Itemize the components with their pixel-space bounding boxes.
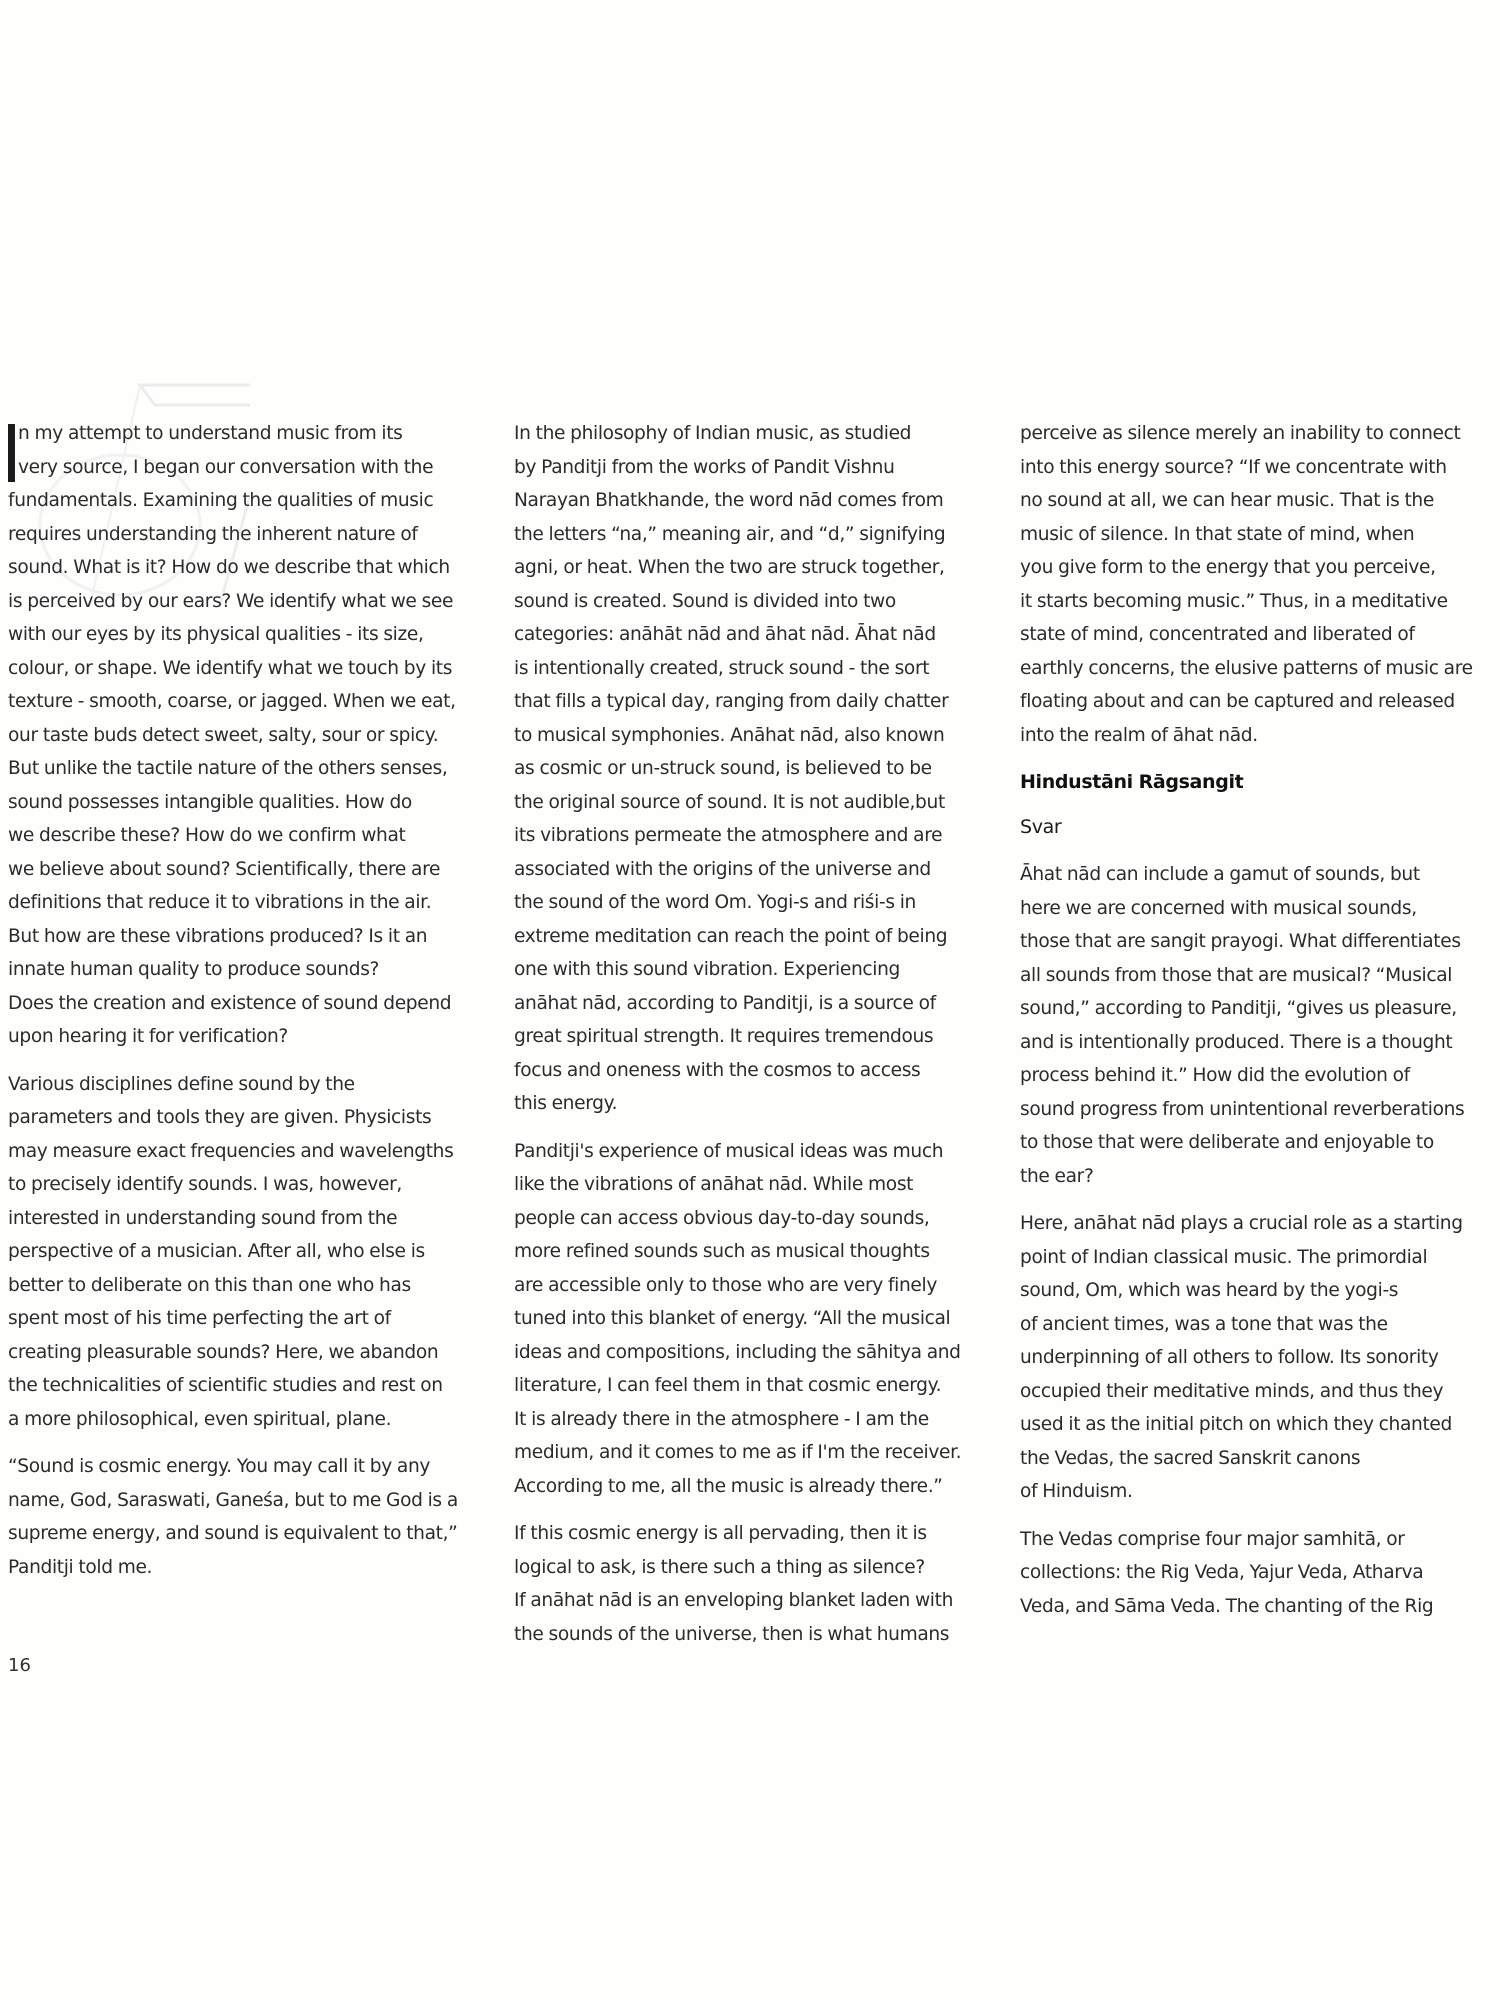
text-line: supreme energy, and sound is equivalent to that,”	[8, 1523, 458, 1544]
text-line: If anāhat nād is an enveloping blanket laden with	[514, 1590, 954, 1611]
paragraph-2	[1020, 1207, 1500, 1509]
text-line: the Vedas, the sacred Sanskrit canons	[1020, 1447, 1361, 1469]
paragraph-3	[1020, 1523, 1500, 1624]
text-line: the sound of the word Om. Yogi-s and riśi-s in	[514, 892, 916, 913]
text-line: people can access obvious day-to-day sounds,	[514, 1207, 930, 1229]
text-line: of ancient times, was a tone that was the	[1020, 1313, 1388, 1335]
text-line: Āhat nād can include a gamut of sounds, but	[1020, 864, 1420, 885]
text-line: underpinning of all others to follow. Its sonority	[1020, 1347, 1439, 1368]
text-line: But how are these vibrations produced? Is it an	[8, 925, 428, 947]
text-line: The Vedas comprise four major samhitā, or	[1020, 1528, 1405, 1550]
text-line: perspective of a musician. After all, who else is	[8, 1241, 425, 1262]
text-line: more refined sounds such as musical thoughts	[514, 1241, 930, 1262]
text-line: colour, or shape. We identify what we touch by its	[8, 657, 453, 679]
section-heading: Hindustāni Rāgsangit	[1020, 771, 1244, 793]
text-line: upon hearing it for verification?	[8, 1026, 288, 1047]
text-line: n my attempt to understand music from its	[18, 423, 403, 444]
text-line: process behind it.” How did the evolution of	[1020, 1065, 1410, 1086]
text-line: to precisely identify sounds. I was, however,	[8, 1174, 402, 1195]
text-line: If this cosmic energy is all pervading, then it is	[514, 1523, 927, 1544]
text-line: you give form to the energy that you perceive,	[1020, 557, 1436, 578]
text-line: tuned into this blanket of energy. “All the musical	[514, 1308, 951, 1329]
text-line: name, God, Saraswati, Ganeśa, but to me God is a	[8, 1489, 458, 1511]
text-line: here we are concerned with musical sounds,	[1020, 897, 1417, 919]
text-line: into the realm of āhat nād.	[1020, 724, 1258, 746]
text-line: all sounds from those that are musical? “Musical	[1020, 964, 1453, 986]
paragraph-1	[1020, 858, 1500, 1193]
text-line: to musical symphonies. Anāhat nād, also known	[514, 724, 945, 746]
text-line: Panditji's experience of musical ideas was much	[514, 1140, 944, 1162]
text-line: point of Indian classical music. The primordial	[1020, 1246, 1428, 1268]
text-line: we describe these? How do we confirm what	[8, 825, 406, 846]
text-line: Here, anāhat nād plays a crucial role as a starting	[1020, 1213, 1463, 1234]
text-line: sound,” according to Panditji, “gives us pleasure,	[1020, 998, 1457, 1019]
text-line: earthly concerns, the elusive patterns of music are	[1020, 657, 1473, 679]
text-line: state of mind, concentrated and liberated of	[1020, 624, 1415, 645]
text-line: to those that were deliberate and enjoyable to	[1020, 1132, 1434, 1153]
text-line: Narayan Bhatkhande, the word nād comes from	[514, 490, 944, 511]
text-line: is perceived by our ears? We identify what we see	[8, 590, 454, 612]
text-line: perceive as silence merely an inability to connect	[1020, 423, 1461, 444]
section-subheading: Svar	[1020, 816, 1062, 838]
paragraph-1	[514, 417, 994, 1121]
text-line: no sound at all, we can hear music. That is the	[1020, 490, 1434, 511]
text-line: music of silence. In that state of mind, when	[1020, 523, 1415, 545]
text-line: ideas and compositions, including the sāhitya and	[514, 1341, 961, 1363]
text-line: its vibrations permeate the atmosphere and are	[514, 825, 943, 846]
paragraph-2	[514, 1135, 994, 1504]
text-line: the ear?	[1020, 1165, 1094, 1187]
text-line: fundamentals. Examining the qualities of music	[8, 490, 434, 511]
text-line: agni, or heat. When the two are struck together,	[514, 557, 945, 578]
text-line: Various disciplines define sound by the	[8, 1073, 355, 1095]
text-line: focus and oneness with the cosmos to access	[514, 1059, 921, 1081]
text-line: But unlike the tactile nature of the others senses,	[8, 758, 448, 779]
text-line: extreme meditation can reach the point of being	[514, 925, 948, 947]
paragraph-3	[514, 1517, 994, 1651]
text-line: spent most of his time perfecting the art of	[8, 1308, 391, 1329]
text-line: sound possesses intangible qualities. How do	[8, 791, 412, 813]
text-line: by Panditji from the works of Pandit Vishnu	[514, 456, 895, 478]
text-line: requires understanding the inherent nature of	[8, 523, 418, 545]
text-line: that fills a typical day, ranging from daily chatter	[514, 691, 949, 712]
text-line: a more philosophical, even spiritual, plane.	[8, 1408, 392, 1430]
text-line: creating pleasurable sounds? Here, we abandon	[8, 1341, 439, 1363]
text-line: with our eyes by its physical qualities - its size,	[8, 624, 424, 645]
text-line: our taste buds detect sweet, salty, sour or spicy.	[8, 724, 439, 746]
text-line: logical to ask, is there such a thing as silence?	[514, 1556, 925, 1578]
text-line: literature, I can feel them in that cosmic energy.	[514, 1375, 942, 1396]
text-line: sound, Om, which was heard by the yogi-s	[1020, 1280, 1399, 1301]
text-line: great spiritual strength. It requires tremendous	[514, 1026, 934, 1047]
paragraph-1	[8, 417, 490, 1054]
text-column-1	[8, 417, 490, 1598]
text-line: collections: the Rig Veda, Yajur Veda, Atharva	[1020, 1562, 1424, 1583]
paragraph-3	[8, 1450, 490, 1584]
text-line: According to me, all the music is already there.”	[514, 1475, 943, 1497]
text-line: sound progress from unintentional reverberations	[1020, 1098, 1465, 1120]
text-line: sound is created. Sound is divided into two	[514, 590, 896, 612]
text-line: is intentionally created, struck sound - the sort	[514, 657, 930, 679]
text-line: better to deliberate on this than one who has	[8, 1274, 411, 1296]
text-line: like the vibrations of anāhat nād. While most	[514, 1174, 914, 1195]
text-line: are accessible only to those who are very finely	[514, 1274, 937, 1296]
text-line: those that are sangit prayogi. What differentiates	[1020, 931, 1461, 952]
text-line: the original source of sound. It is not audible,but	[514, 791, 945, 813]
text-line: Panditji told me.	[8, 1556, 153, 1578]
text-line: this energy.	[514, 1093, 618, 1114]
text-line: sound. What is it? How do we describe that which	[8, 557, 450, 578]
text-line: categories: anāhāt nād and āhat nād. Āhat nād	[514, 624, 936, 645]
text-line: anāhat nād, according to Panditji, is a source of	[514, 992, 936, 1014]
text-line: occupied their meditative minds, and thus they	[1020, 1380, 1444, 1402]
text-line: may measure exact frequencies and wavelengths	[8, 1140, 454, 1162]
text-line: used it as the initial pitch on which they chanted	[1020, 1414, 1452, 1435]
text-line: parameters and tools they are given. Physicists	[8, 1107, 432, 1128]
dropcap-letter-i	[8, 424, 15, 482]
text-line: In the philosophy of Indian music, as studied	[514, 423, 912, 444]
paragraph-continued	[1020, 417, 1500, 752]
text-line: texture - smooth, coarse, or jagged. When we eat,	[8, 691, 456, 712]
text-line: very source, I began our conversation with the	[18, 456, 434, 478]
text-line: Veda, and Sāma Veda. The chanting of the Rig	[1020, 1595, 1434, 1617]
text-line: medium, and it comes to me as if I'm the receiver.	[514, 1442, 962, 1463]
text-line: the sounds of the universe, then is what humans	[514, 1623, 950, 1645]
text-line: It is already there in the atmosphere - I am the	[514, 1408, 929, 1430]
text-line: innate human quality to produce sounds?	[8, 959, 380, 980]
text-line: associated with the origins of the universe and	[514, 858, 931, 880]
text-line: one with this sound vibration. Experiencing	[514, 959, 900, 980]
text-line: definitions that reduce it to vibrations in the air.	[8, 892, 432, 913]
text-line: into this energy source? “If we concentrate with	[1020, 456, 1447, 478]
text-line: of Hinduism.	[1020, 1481, 1133, 1502]
text-line: Does the creation and existence of sound depend	[8, 992, 452, 1014]
text-line: the letters “na,” meaning air, and “d,” signifying	[514, 523, 946, 545]
text-line: “Sound is cosmic energy. You may call it by any	[8, 1456, 431, 1477]
text-line: interested in understanding sound from the	[8, 1207, 398, 1229]
text-column-2	[514, 417, 994, 1665]
text-line: it starts becoming music.” Thus, in a meditative	[1020, 590, 1448, 612]
text-line: the technicalities of scientific studies and rest on	[8, 1375, 443, 1396]
text-column-3	[1020, 417, 1500, 1637]
text-line: and is intentionally produced. There is a thought	[1020, 1031, 1453, 1053]
text-line: as cosmic or un-struck sound, is believed to be	[514, 758, 932, 779]
text-line: floating about and can be captured and released	[1020, 691, 1455, 712]
paragraph-2	[8, 1068, 490, 1437]
text-line: we believe about sound? Scientifically, there are	[8, 858, 441, 880]
page-number: 16	[8, 1655, 31, 1676]
